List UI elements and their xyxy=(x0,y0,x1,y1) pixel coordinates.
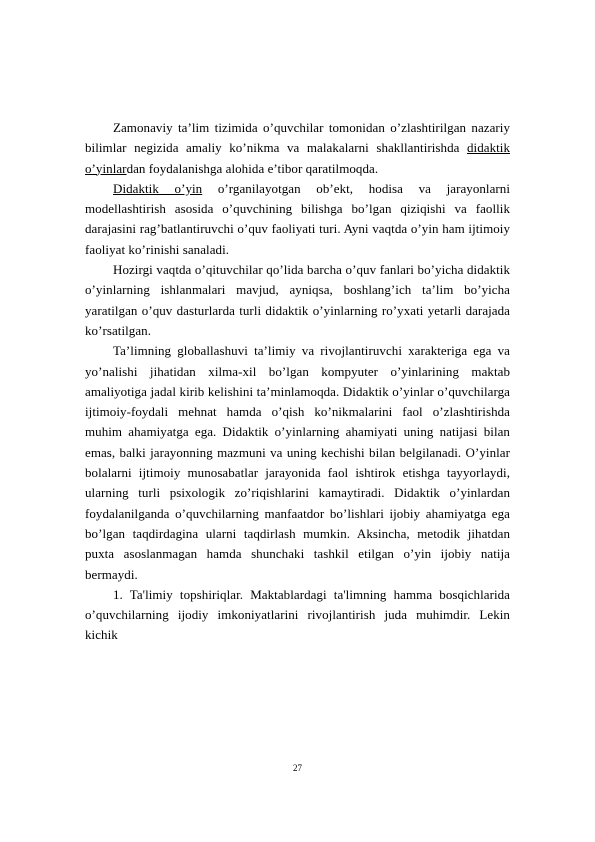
paragraph-5: 1. Ta'limiy topshiriqlar. Maktablardagi ta'limning hamma bosqichlarida o’quvchilarning ijodiy imkoniyatlarini rivojlantirish juda muhimdir. Lekin kichik xyxy=(85,586,510,643)
body-text xyxy=(85,118,510,646)
paragraph-4: Ta’limning globallashuvi ta’limiy va rivojlantiruvchi xarakteriga ega va yo’nalishi jihatidan xilma-xil bo’lgan kompyuter o’yinlarining maktab amaliyotiga jadal kirib kelishini ta’minlamoqda. Didaktik o’yinlar o’quvchilarga ijtimoiy-foydali mehnat hamda o’qish ko’nikmalarini faol o’zlashtirishda muhim ahamiyatga ega. Didaktik o’yinlarning ahamiyati uning natijasi bilan emas, balki jarayonning mazmuni va uning kechishi bilan belgilanadi. O’yinlar bolalarni ijtimoiy munosabatlar jarayonida faol ishtirok etishga tayyorlaydi, ularning turli psixologik zo’riqishlarini kamaytiradi. Didaktik o’yinlardan foydalanilganda o’quvchilarning manfaatdor bo’lishlari ijobiy ahamiyatga ega bo’lgan taqdirdagina ularni taqdirlash mumkin. Aksincha, metodik jihatdan puxta asoslanmagan hamda shunchaki tashkil etilgan o’yin ijobiy natija bermaydi. xyxy=(85,343,510,582)
paragraph-1-text: Zamonaviy ta’lim tizimida o’quvchilar tomonidan o’zlashtirilgan nazariy bilimlar negizida amaliy ko’nikma va malakalarni shakllantirishda xyxy=(85,120,510,156)
paragraph-2 xyxy=(85,179,510,260)
page-number: 27 xyxy=(293,763,302,773)
paragraph-3: Hozirgi vaqtda o’qituvchilar qo’lida barcha o’quv fanlari bo’yicha didaktik o’yinlarning ishlanmalari mavjud, ayniqsa, boshlang’ich ta’lim bo’yicha yaratilgan o’quv dasturlarda turli didaktik o’yinlarning ro’yxati yetarli darajada ko’rsatilgan. xyxy=(85,262,510,338)
paragraph-1-text-end: dan foydalanishga alohida e’tibor qaratilmoqda. xyxy=(126,160,379,176)
paragraph-2-text: o’rganilayotgan ob’ekt, hodisa va jarayonlarni modellashtirish asosida o’quvchining bilishga bo’lgan qiziqishi va faollik darajasini rag’batlantiruvchi o’quv faoliyati turi. Ayni vaqtda o’yin ham ijtimoiy faoliyat ko’rinishi sanaladi. xyxy=(85,180,510,257)
underlined-term-didaktik-oyin[interactable]: Didaktik o’yin xyxy=(113,180,203,196)
paragraph-1 xyxy=(85,118,510,179)
underlined-term-didaktik-oyinlar[interactable]: didaktik o’yinlar xyxy=(85,140,510,176)
